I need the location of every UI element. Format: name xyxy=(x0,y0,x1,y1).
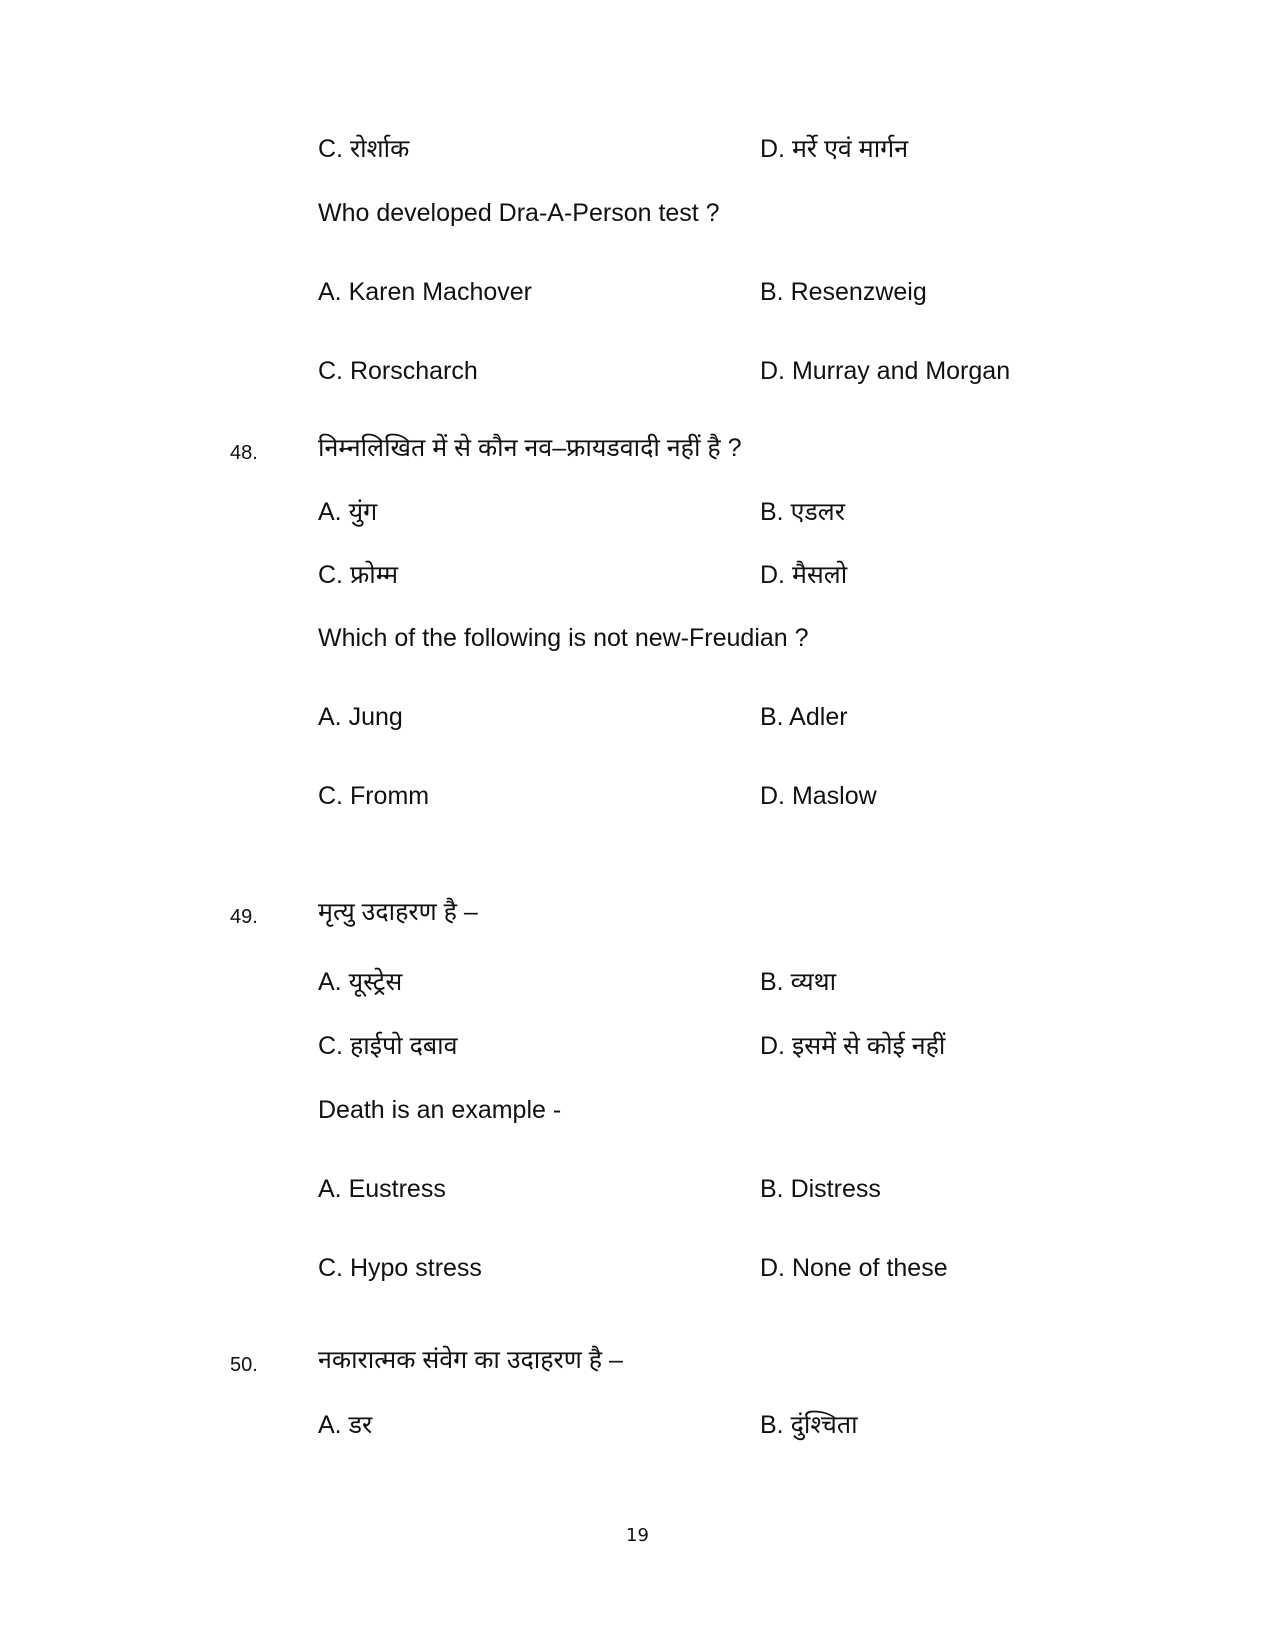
option-b-english: B. Resenzweig xyxy=(760,278,927,306)
option-b-english: B. Adler xyxy=(760,703,848,731)
option-d-hindi: D. मैसलो xyxy=(760,561,848,589)
option-a-english: A. Eustress xyxy=(318,1175,446,1203)
question-number: 50. xyxy=(230,1354,258,1376)
option-a-english: A. Karen Machover xyxy=(318,278,532,306)
question-text-english: Death is an example - xyxy=(318,1096,562,1124)
option-d-english: D. None of these xyxy=(760,1254,948,1282)
question-text-hindi: नकारात्मक संवेग का उदाहरण है – xyxy=(318,1346,623,1374)
option-c-hindi: C. रोर्शाक xyxy=(318,135,410,163)
option-a-english: A. Jung xyxy=(318,703,403,731)
question-text-hindi: निम्नलिखित में से कौन नव–फ्रायडवादी नहीं है ? xyxy=(318,434,742,462)
question-number: 48. xyxy=(230,442,258,464)
question-text-english: Who developed Dra-A-Person test ? xyxy=(318,199,720,227)
option-c-english: C. Hypo stress xyxy=(318,1254,482,1282)
page-number: 19 xyxy=(626,1525,649,1546)
option-a-hindi: A. डर xyxy=(318,1411,373,1439)
option-b-english: B. Distress xyxy=(760,1175,881,1203)
option-b-hindi: B. एडलर xyxy=(760,498,845,526)
option-a-hindi: A. यूस्ट्रेस xyxy=(318,968,403,996)
option-d-hindi: D. मर्रे एवं मार्गन xyxy=(760,135,909,163)
question-text-hindi: मृत्यु उदाहरण है – xyxy=(318,898,478,926)
option-b-hindi: B. व्यथा xyxy=(760,968,837,996)
option-c-english: C. Fromm xyxy=(318,782,430,810)
option-b-hindi: B. दुंश्चिता xyxy=(760,1411,858,1439)
option-c-english: C. Rorscharch xyxy=(318,357,478,385)
question-number: 49. xyxy=(230,906,258,928)
option-c-hindi: C. हाईपो दबाव xyxy=(318,1032,458,1060)
option-d-english: D. Maslow xyxy=(760,782,877,810)
option-a-hindi: A. युंग xyxy=(318,498,378,526)
option-c-hindi: C. फ्रोम्म xyxy=(318,561,399,589)
option-d-english: D. Murray and Morgan xyxy=(760,357,1011,385)
question-text-english: Which of the following is not new-Freudian ? xyxy=(318,624,809,652)
option-d-hindi: D. इसमें से कोई नहीं xyxy=(760,1032,946,1060)
